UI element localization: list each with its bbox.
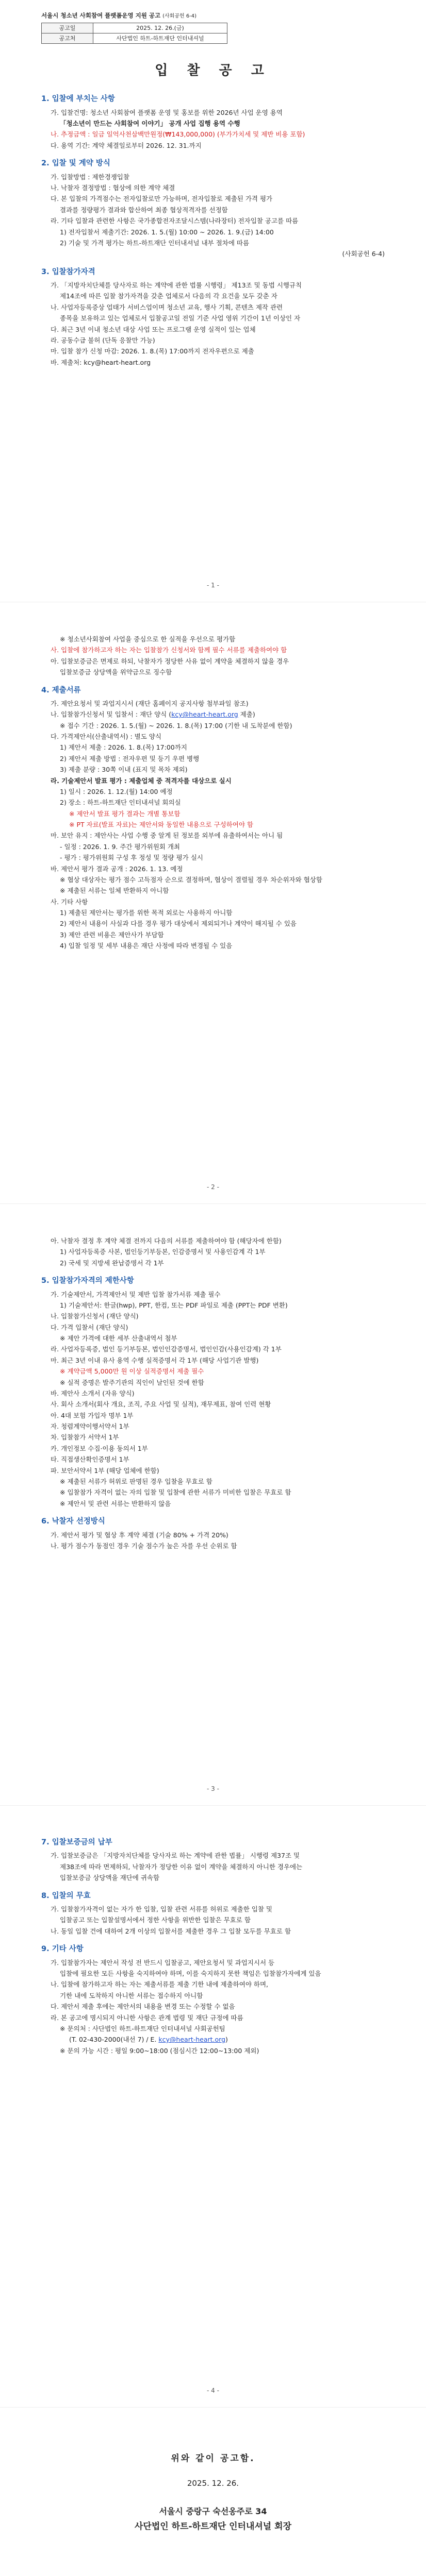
page-top-margin (41, 2408, 385, 2438)
page-top-margin (41, 602, 385, 633)
body-line: ※ 제안 가격에 대한 세부 산출내역서 첨부 (60, 1334, 177, 1343)
body-line: 3) 제출 분량 : 30쪽 이내 (표지 및 목차 제외) (60, 766, 188, 774)
body-line: ※ 제안서 발표 평가 결과는 개별 통보함 (69, 809, 181, 818)
body-line: 차. 입찰참가 서약서 1부 (51, 1433, 119, 1442)
body-line: ※ 제출된 서류는 일체 반환하지 아니함 (60, 887, 169, 895)
body-line: 3) 제안 관련 비용은 제안사가 부담함 (60, 930, 164, 939)
section-heading: 8. 입찰의 무효 (41, 1891, 91, 1900)
body-line: ※ 실적 증명은 발주기관의 직인이 날인된 것에 한함 (60, 1378, 204, 1386)
body-line: 나. 입찰참가신청서 및 입찰서 : 재단 양식 (kcy@heart-heart.org 제출) (51, 710, 255, 719)
section-heading: 6. 낙찰자 선정방식 (41, 1517, 105, 1526)
section-heading: 1. 입찰에 부치는 사항 (41, 95, 115, 104)
page-4 (0, 1805, 426, 2407)
page-top-margin (41, 1204, 385, 1235)
body-line: 라. 기술제안서 발표 평가 : 제출업체 중 적격자를 대상으로 실시 (51, 776, 232, 785)
body-line: 종목을 보유하고 있는 업체로서 입찰공고일 전일 기준 사업 영위 기간이 1년 이상인 자 (60, 314, 301, 323)
body-line: ※ PT 자료(발표 자료)는 제안서와 동일한 내용으로 구성하여야 함 (69, 821, 253, 829)
body-line: 사. 입찰에 참가하고자 하는 자는 입찰참가 신청서와 함께 필수 서류를 제출하여야 함 (51, 646, 287, 654)
body-line: 파. 보안서약서 1부 (해당 업체에 한함) (51, 1466, 159, 1475)
page-5 (0, 2407, 426, 2576)
body-line: 바. 제안사 소개서 (자유 양식) (51, 1389, 135, 1397)
body-line: 아. 입찰보증금은 면제로 하되, 낙찰자가 정당한 사유 없이 계약을 체결하지 않을 경우 (51, 657, 289, 665)
body-line: 아. 낙찰자 결정 후 계약 체결 전까지 다음의 서류를 제출하여야 함 (해당자에 한함) (51, 1237, 282, 1245)
body-line: ※ 계약금액 5,000만 원 이상 실적증명서 제출 필수 (60, 1367, 204, 1376)
meta-label: 공고처 (42, 33, 93, 43)
body-line: 마. 입찰 참가 신청 마감: 2026. 1. 8.(목) 17:00까지 전자우편으로 제출 (51, 347, 254, 355)
body-line: - 일정 : 2026. 1. 9. 주간 평가위원회 개최 (60, 842, 180, 851)
meta-row (42, 23, 227, 33)
body-line: 입찰에 필요한 모든 사항을 숙지하여야 하며, 이를 숙지하지 못한 책임은 입찰참가자에게 있음 (60, 1970, 321, 1978)
body-line: 2) 장소 : 하트-하트재단 인터내셔널 회의실 (60, 799, 181, 807)
body-line: 나. 입찰참가신청서 (재단 양식) (51, 1312, 139, 1320)
page-1 (0, 0, 426, 602)
body-line: 타. 직접생산확인증명서 1부 (51, 1455, 129, 1464)
body-line: 4) 입찰 일정 및 세부 내용은 재단 사정에 따라 변경될 수 있음 (60, 942, 233, 950)
page-2 (0, 602, 426, 1204)
body-line: ※ 접수 기간 : 2026. 1. 5.(월) ~ 2026. 1. 8.(목) 17:00 (기한 내 도착분에 한함) (60, 721, 292, 730)
body-line: 입찰공고 또는 입찰설명서에서 정한 사항을 위반한 입찰은 무효로 함 (60, 1916, 251, 1924)
body-line: (T. 02-430-2000(내선 7) / E. kcy@heart-heart.org) (69, 2036, 228, 2044)
body-line: 바. 제출처: kcy@heart-heart.org (51, 358, 151, 366)
body-line: 가. 입찰방법 : 제한경쟁입찰 (51, 173, 129, 181)
body-line: 가. 「지방자치단체를 당사자로 하는 계약에 관한 법률 시행령」 제13조 및 동법 시행규칙 (51, 281, 302, 290)
body-line: ※ 입찰참가 자격이 없는 자의 입찰 및 입찰에 관한 서류가 미비한 입찰은 무효로 함 (60, 1488, 291, 1497)
section-heading: 5. 입찰참가자격의 제한사항 (41, 1277, 134, 1285)
body-line: 라. 사업자등록증, 법인 등기부등본, 법인인감증명서, 법인인감(사용인감계) 각 1부 (51, 1345, 282, 1353)
body-line: 기한 내에 도착하지 아니한 서류는 접수하지 아니함 (60, 1991, 203, 1999)
body-line: 2) 제안서 내용이 사실과 다를 경우 평가 대상에서 제외되거나 계약이 해지될 수 있음 (60, 920, 297, 928)
body-line: ※ 청소년사회참여 사업을 중심으로 한 실적을 우선으로 평가함 (60, 635, 236, 643)
section-heading: 4. 제출서류 (41, 686, 81, 694)
body-line: 다. 가격 입찰서 (재단 양식) (51, 1323, 128, 1331)
body-line: 바. 제안서 평가 결과 공개 : 2026. 1. 13. 예정 (51, 865, 183, 873)
body-line: 다. 제안서 제출 후에는 제안서의 내용을 변경 또는 수정할 수 없음 (51, 2003, 235, 2011)
body-line: 다. 용역 기간: 계약 체결일로부터 2026. 12. 31.까지 (51, 141, 202, 149)
page-number: - 3 - (207, 1785, 219, 1793)
closing-notice: 위와 같이 공고함. (171, 2453, 255, 2464)
body-line: 2) 국세 및 지방세 완납증명서 각 1부 (60, 1259, 164, 1267)
body-line: 라. 본 공고에 명시되지 아니한 사항은 관계 법령 및 재단 규정에 따름 (51, 2013, 243, 2022)
body-line: 나. 낙찰자 결정방법 : 협상에 의한 계약 체결 (51, 184, 175, 192)
body-line: 나. 동일 입찰 건에 대하여 2개 이상의 입찰서를 제출한 경우 그 입찰 모두를 무효로 함 (51, 1927, 291, 1935)
body-line: 자. 청렴계약이행서약서 1부 (51, 1422, 129, 1431)
body-line: 가. 제안요청서 및 과업지시서 (재단 홈페이지 공지사항 첨부파일 참조) (51, 699, 249, 707)
meta-row (42, 33, 227, 43)
page-top-margin (41, 1806, 385, 1837)
body-line: 가. 입찰건명: 청소년 사회참여 플랫폼 운영 및 홍보를 위한 2026년 사업 운영 용역 (51, 108, 283, 116)
body-line: 1) 기술제안서: 한글(hwp), PPT, 한컴, 또는 PDF 파일로 제출 (PPT는 PDF 변환) (60, 1301, 288, 1309)
body-line: 아. 4대 보험 가입자 명부 1부 (51, 1411, 134, 1419)
body-line: 나. 추정금액 : 일금 일억사천삼백만원정(₩143,000,000) (부가가치세 및 제반 비용 포함) (51, 130, 305, 139)
body-line: ※ 제출된 서류가 허위로 판명된 경우 입찰을 무효로 함 (60, 1477, 212, 1485)
body-line: 1) 일시 : 2026. 1. 12.(월) 14:00 예정 (60, 787, 173, 795)
section-heading: 9. 기타 사항 (41, 1945, 84, 1954)
page-number: - 2 - (207, 1183, 219, 1191)
body-line: 가. 입찰참가자는 제안서 작성 전 반드시 입찰공고, 제안요청서 및 과업지시서 등 (51, 1958, 275, 1967)
section-heading: 7. 입찰보증금의 납부 (41, 1838, 112, 1846)
body-line: ※ 제안서 및 관련 서류는 반환하지 않음 (60, 1499, 171, 1507)
body-line: 나. 평가 점수가 동점인 경우 기술 점수가 높은 자를 우선 순위로 함 (51, 1541, 237, 1550)
body-line: 카. 개인정보 수집·이용 동의서 1부 (51, 1444, 148, 1452)
body-line: 제38조에 따라 면제하되, 낙찰자가 정당한 이유 없이 계약을 체결하지 아니한 경우에는 (60, 1862, 303, 1871)
body-line: 가. 입찰참가자격이 없는 자가 한 입찰, 입찰 관련 서류를 허위로 제출한 입찰 및 (51, 1905, 272, 1913)
body-line: 「청소년이 만드는 사회참여 이야기」 공개 사업 집행 용역 수행 (60, 120, 240, 128)
email-link[interactable]: kcy@heart-heart.org (158, 2036, 226, 2044)
org-line: 서울시 청소년 사회참여 플랫폼운영 지원 공고 (41, 12, 161, 19)
section-heading: 3. 입찰참가자격 (41, 267, 95, 276)
body-line: 나. 입찰에 참가하고자 하는 자는 제출서류를 제출 기한 내에 제출하여야 하며, (51, 1980, 269, 1989)
document-title: 입 찰 공 고 (155, 62, 271, 78)
page-3 (0, 1204, 426, 1805)
body-line: ※ 문의 가능 시간 : 평일 9:00~18:00 (점심시간 12:00~13:00 제외) (60, 2046, 259, 2055)
body-line: 나. 사업자등록증상 업태가 서비스업이며 청소년 교육, 행사 기획, 콘텐츠 제작 관련 (51, 303, 283, 311)
page-number: - 1 - (207, 582, 219, 589)
body-line: 사. 기타 사항 (51, 897, 88, 906)
body-line: ※ 문의처 : 사단법인 하트-하트재단 인터내셔널 사회공헌팀 (60, 2024, 225, 2032)
body-line: 다. 본 입찰의 가격점수는 전자입찰로만 가능하며, 전자입찰로 제출된 가격 평가 (51, 195, 273, 203)
body-line: 입찰보증금 상당액을 재단에 귀속함 (60, 1874, 160, 1882)
body-line: 1) 전자입찰서 제출기간: 2026. 1. 5.(월) 10:00 ~ 2026. 1. 9.(금) 14:00 (60, 228, 274, 236)
section-heading: 2. 입찰 및 계약 방식 (41, 159, 110, 168)
body-line: 사. 회사 소개서(회사 개요, 조직, 주요 사업 및 실적), 재무제표, 참여 인력 현황 (51, 1400, 271, 1409)
closing-date: 2025. 12. 26. (187, 2479, 239, 2488)
body-line: 입찰보증금 상당액을 위약금으로 징수함 (60, 668, 172, 676)
body-line: 2) 기술 및 가격 평가는 하트-하트재단 인터내셔널 내부 절차에 따름 (60, 239, 250, 247)
body-line: 라. 기타 입찰과 관련한 사항은 국가종합전자조달시스템(나라장터) 전자입찰 공고를 따름 (51, 217, 299, 225)
page-number: - 4 - (207, 2387, 219, 2395)
body-line: - 평가 : 평가위원회 구성 후 정성 및 정량 평가 실시 (60, 854, 203, 862)
announcement-meta-table (41, 23, 227, 44)
closing-org: 사단법인 하트-하트재단 인터내셔널 회장 (135, 2521, 291, 2532)
body-line: 1) 제출된 제안서는 평가를 위한 목적 외로는 사용하지 아니함 (60, 909, 233, 917)
body-line: 가. 기술제안서, 가격제안서 및 제반 입찰 참가서류 제출 필수 (51, 1290, 221, 1298)
closing-block (41, 2452, 385, 2534)
body-line: 제14조에 따른 입찰 참가자격을 갖춘 업체로서 다음의 각 요건을 모두 갖춘 자 (60, 292, 277, 300)
body-line: 1) 제안서 제출 : 2026. 1. 8.(목) 17:00까지 (60, 743, 187, 752)
body-line: 1) 사업자등록증 사본, 법인등기부등본, 인감증명서 및 사용인감계 각 1부 (60, 1248, 266, 1256)
body-line: 라. 공동수급 불허 (단독 응찰만 가능) (51, 336, 155, 344)
body-line: 가. 제안서 평가 및 협상 후 계약 체결 (기술 80% + 가격 20%) (51, 1531, 228, 1539)
body-line: ※ 협상 대상자는 평가 점수 고득점자 순으로 결정하며, 협상이 결렬될 경우 차순위자와 협상함 (60, 875, 322, 884)
body-line: 마. 최근 3년 이내 유사 용역 수행 실적증명서 각 1부 (해당 사업기관 발행) (51, 1356, 259, 1364)
org-suffix: (사회공헌 6-4) (162, 13, 197, 19)
body-line: 다. 가격제안서(산출내역서) : 별도 양식 (51, 733, 161, 741)
body-line: 2) 제안서 제출 방법 : 전자우편 및 등기 우편 병행 (60, 754, 200, 762)
body-line: 결과를 정량평가 결과와 합산하여 최종 협상적격자를 선정함 (60, 206, 228, 214)
meta-value: 2025. 12. 26.(금) (93, 23, 227, 33)
closing-address: 서울시 중랑구 숙선옹주로 34 (159, 2506, 267, 2516)
meta-value: 사단법인 하트-하트재단 인터내셔널 (93, 33, 227, 43)
meta-label: 공고일 (42, 23, 93, 33)
right-note: (사회공헌 6-4) (342, 250, 385, 258)
body-line: 마. 보안 유지 : 제안사는 사업 수행 중 알게 된 정보를 외부에 유출하여서는 아니 됨 (51, 832, 283, 840)
body-line: 다. 최근 3년 이내 청소년 대상 사업 또는 프로그램 운영 실적이 있는 업체 (51, 325, 256, 333)
org-header-line (41, 11, 385, 21)
body-line: 가. 입찰보증금은 「지방자치단체를 당사자로 하는 계약에 관한 법률」 시행령 제37조 및 (51, 1852, 300, 1860)
email-link[interactable]: kcy@heart-heart.org (171, 710, 238, 719)
